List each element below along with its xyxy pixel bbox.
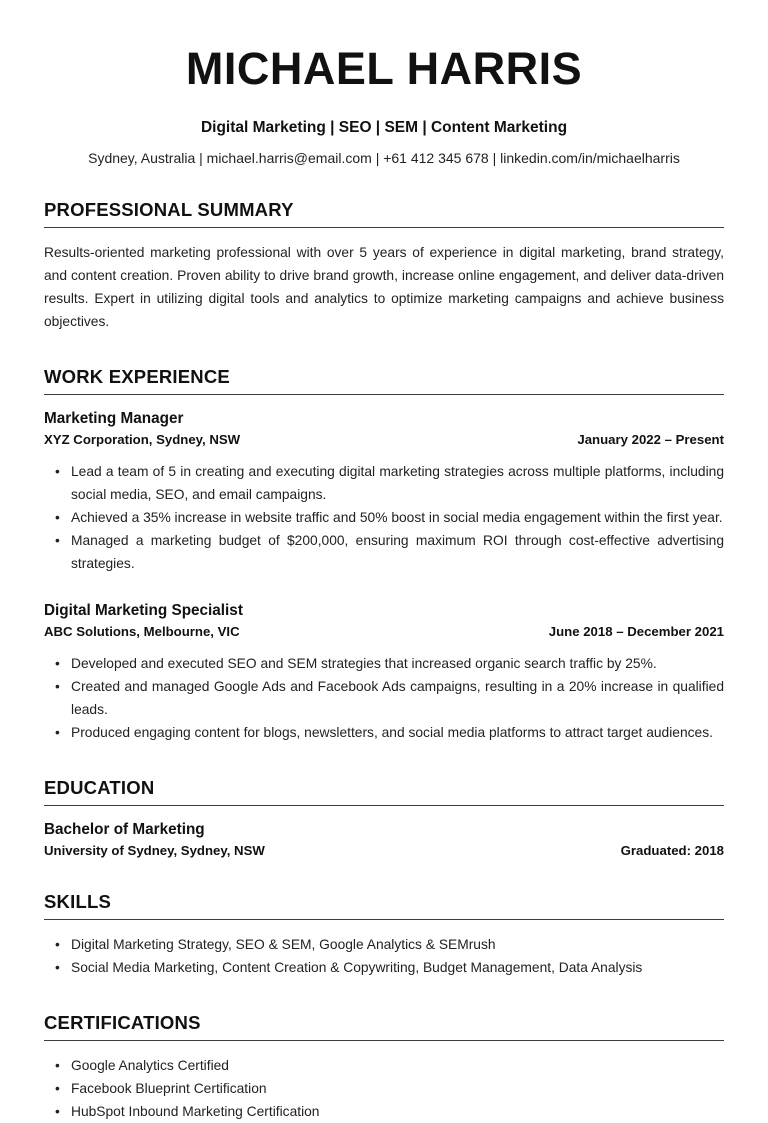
job-bullet: • Lead a team of 5 in creating and executing digital marketing strategies across multiple platforms, including social media, SEO, and email campaigns. xyxy=(71,460,724,506)
skills-list xyxy=(44,933,724,979)
education-degree: Bachelor of Marketing xyxy=(44,820,205,838)
education-school: University of Sydney, Sydney, NSW xyxy=(44,842,265,858)
section-title-professional-summary: PROFESSIONAL SUMMARY xyxy=(44,199,724,228)
job-dates: June 2018 – December 2021 xyxy=(548,623,724,639)
education-dates: Graduated: 2018 xyxy=(620,842,724,858)
education-entry xyxy=(44,821,724,858)
resume-header xyxy=(44,44,724,166)
job-bullet: • Developed and executed SEO and SEM strategies that increased organic search traffic by 25%. xyxy=(71,652,724,675)
job-entry-marketing-manager xyxy=(44,410,724,575)
skill-item: • Digital Marketing Strategy, SEO & SEM, Google Analytics & SEMrush xyxy=(71,933,724,956)
certification-item: • Facebook Blueprint Certification xyxy=(71,1077,724,1100)
job-bullet-list xyxy=(44,460,724,575)
job-meta-row xyxy=(44,624,724,639)
job-meta-row xyxy=(44,432,724,447)
section-education xyxy=(44,777,724,858)
section-work-experience xyxy=(44,366,724,744)
section-title-work-experience: WORK EXPERIENCE xyxy=(44,366,724,395)
job-company: XYZ Corporation, Sydney, NSW xyxy=(44,431,241,447)
contact-line: Sydney, Australia | michael.harris@email.com | +61 412 345 678 | linkedin.com/in/michaelharris xyxy=(88,149,680,166)
summary-text: Results-oriented marketing professional with over 5 years of experience in digital marketing, brand strategy, and content creation. Proven ability to drive brand growth, increase online engagement, and deliver data-driven results. Expert in utilizing digital tools and analytics to optimize marketing campaigns and achieve business objectives. xyxy=(44,244,724,329)
candidate-name: MICHAEL HARRIS xyxy=(185,43,583,94)
candidate-tagline: Digital Marketing | SEO | SEM | Content Marketing xyxy=(200,118,568,136)
section-title-certifications: CERTIFICATIONS xyxy=(44,1012,724,1041)
job-role: Marketing Manager xyxy=(44,409,184,427)
section-title-education: EDUCATION xyxy=(44,777,724,806)
job-dates: January 2022 – Present xyxy=(577,431,724,447)
section-professional-summary xyxy=(44,199,724,333)
job-entry-digital-marketing-specialist xyxy=(44,602,724,744)
job-role: Digital Marketing Specialist xyxy=(44,601,243,619)
skill-item: • Social Media Marketing, Content Creation & Copywriting, Budget Management, Data Analysis xyxy=(71,956,724,979)
certifications-list xyxy=(44,1054,724,1123)
section-skills xyxy=(44,891,724,979)
certification-item: • Google Analytics Certified xyxy=(71,1054,724,1077)
job-bullet: • Achieved a 35% increase in website traffic and 50% boost in social media engagement within the first year. xyxy=(71,506,724,529)
certification-item: • HubSpot Inbound Marketing Certification xyxy=(71,1100,724,1123)
job-bullet: • Managed a marketing budget of $200,000, ensuring maximum ROI through cost-effective advertising strategies. xyxy=(71,529,724,575)
job-bullet-list xyxy=(44,652,724,744)
job-bullet: • Created and managed Google Ads and Facebook Ads campaigns, resulting in a 20% increase in qualified leads. xyxy=(71,675,724,721)
section-certifications xyxy=(44,1012,724,1123)
job-company: ABC Solutions, Melbourne, VIC xyxy=(44,623,240,639)
section-title-skills: SKILLS xyxy=(44,891,724,920)
education-meta-row xyxy=(44,843,724,858)
job-bullet: • Produced engaging content for blogs, newsletters, and social media platforms to attract target audiences. xyxy=(71,721,724,744)
